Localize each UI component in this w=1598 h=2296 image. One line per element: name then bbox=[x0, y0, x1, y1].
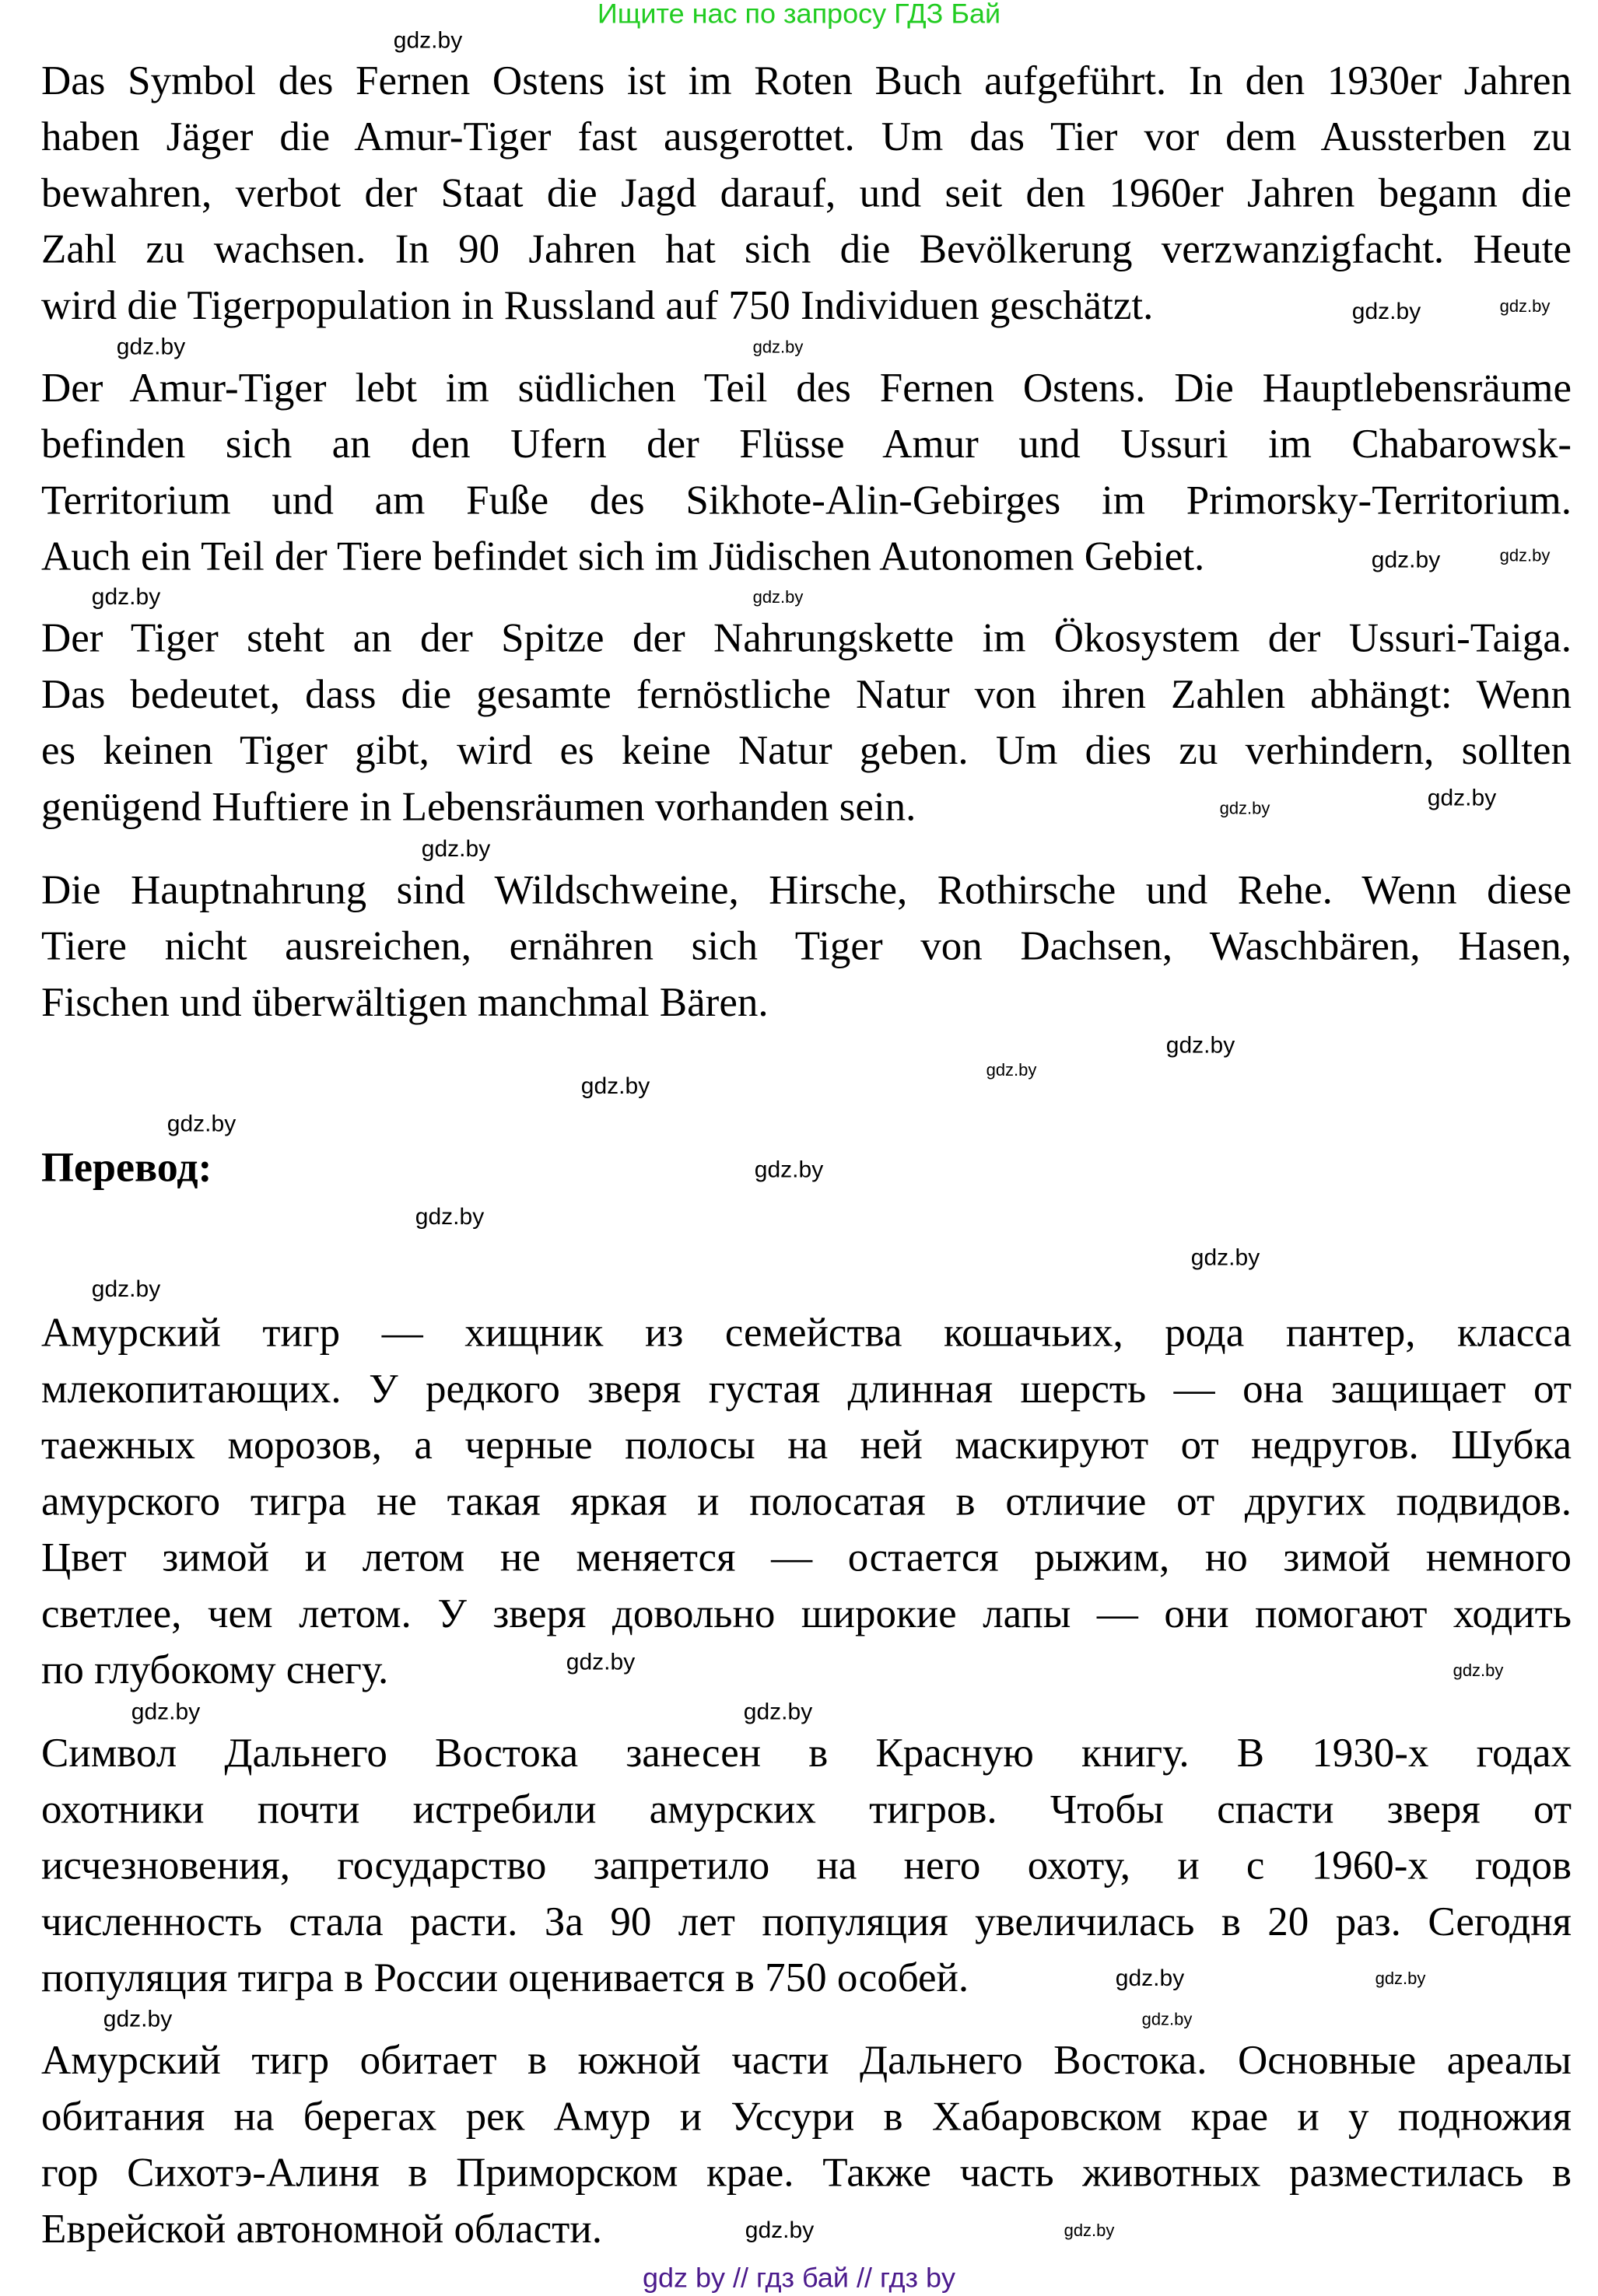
russian-paragraph-2 bbox=[41, 1726, 1572, 2007]
text-line: Territorium und am Fuße des Sikhote-Alin-Gebirges im Primorsky-Territorium. bbox=[41, 478, 1572, 523]
text-line: исчезновения, государство запретило на него охоту, и с 1960-х годов bbox=[41, 1843, 1572, 1888]
watermark: gdz.by bbox=[745, 2217, 815, 2243]
watermark: gdz.by bbox=[421, 836, 491, 862]
text-line: genügend Huftiere in Lebensräumen vorhanden sein. bbox=[41, 784, 916, 830]
russian-paragraph-1 bbox=[41, 1305, 1572, 1699]
text-line: гор Сихотэ-Алиня в Приморском крае. Также часть животных разместилась в bbox=[41, 2151, 1572, 2196]
search-hint-header: Ищите нас по запросу ГДЗ Бай bbox=[597, 0, 1001, 30]
text-line: Der Tiger steht an der Spitze der Nahrungskette im Ökosystem der Ussuri-Taiga. bbox=[41, 616, 1572, 661]
german-paragraph-1 bbox=[41, 53, 1572, 334]
watermark: gdz.by bbox=[1427, 785, 1497, 811]
watermark: gdz.by bbox=[166, 1111, 237, 1137]
text-line: по глубокому снегу. bbox=[41, 1647, 389, 1693]
watermark: gdz.by bbox=[116, 334, 186, 360]
german-paragraph-2 bbox=[41, 360, 1572, 585]
text-line: Символ Дальнего Востока занесен в Красную книгу. В 1930-х годах bbox=[41, 1731, 1572, 1776]
text-line: befinden sich an den Ufern der Flüsse Amur und Ussuri im Chabarowsk- bbox=[41, 422, 1572, 467]
translation-heading: Перевод: bbox=[41, 1144, 212, 1191]
watermark: gdz.by bbox=[1115, 1965, 1185, 1992]
watermark: gdz.by bbox=[1351, 299, 1421, 324]
text-line: bewahren, verbot der Staat die Jagd darauf, und seit den 1960er Jahren begann die bbox=[41, 170, 1572, 216]
watermark: gdz.by bbox=[393, 27, 463, 54]
text-line: светлее, чем летом. У зверя довольно широкие лапы — они помогают ходить bbox=[41, 1591, 1572, 1636]
watermark: gdz.by bbox=[1499, 296, 1551, 316]
watermark: gdz.by bbox=[1141, 2009, 1193, 2029]
text-line: Tiere nicht ausreichen, ernähren sich Tiger von Dachsen, Waschbären, Hasen, bbox=[41, 924, 1572, 969]
text-line: амурского тигра не такая яркая и полосатая в отличие от других подвидов. bbox=[41, 1479, 1572, 1524]
watermark: gdz.by bbox=[986, 1060, 1037, 1080]
footer-links[interactable]: gdz by // гдз бай // гдз by bbox=[642, 2261, 956, 2294]
text-line: Амурский тигр обитает в южной части Дальнего Востока. Основные ареалы bbox=[41, 2038, 1572, 2083]
watermark: gdz.by bbox=[1371, 547, 1441, 573]
watermark: gdz.by bbox=[752, 337, 804, 357]
german-paragraph-4 bbox=[41, 863, 1572, 1031]
german-paragraph-3 bbox=[41, 611, 1572, 835]
text-line: Fischen und überwältigen manchmal Bären. bbox=[41, 980, 769, 1025]
text-line: Zahl zu wachsen. In 90 Jahren hat sich die Bevölkerung verzwanzigfacht. Heute bbox=[41, 227, 1572, 272]
text-line: Der Amur-Tiger lebt im südlichen Teil des Fernen Ostens. Die Hauptlebensräume bbox=[41, 366, 1572, 411]
text-line: Еврейской автономной области. bbox=[41, 2207, 602, 2252]
watermark: gdz.by bbox=[103, 2006, 173, 2032]
text-line: обитания на берегах рек Амур и Уссури в Хабаровском крае и у подножия bbox=[41, 2094, 1572, 2140]
text-line: численность стала расти. За 90 лет популяция увеличилась в 20 раз. Сегодня bbox=[41, 1899, 1572, 1944]
watermark: gdz.by bbox=[131, 1699, 201, 1725]
watermark: gdz.by bbox=[1499, 545, 1551, 565]
watermark: gdz.by bbox=[1219, 798, 1270, 818]
watermark: gdz.by bbox=[743, 1699, 813, 1725]
watermark: gdz.by bbox=[1453, 1661, 1504, 1681]
text-line: охотники почти истребили амурских тигров. Чтобы спасти зверя от bbox=[41, 1787, 1572, 1832]
watermark: gdz.by bbox=[566, 1649, 636, 1675]
watermark: gdz.by bbox=[1165, 1032, 1235, 1059]
text-line: Die Hauptnahrung sind Wildschweine, Hirsche, Rothirsche und Rehe. Wenn diese bbox=[41, 867, 1572, 913]
text-line: популяция тигра в России оценивается в 750 особей. bbox=[41, 1955, 969, 2001]
text-line: Auch ein Teil der Tiere befindet sich im Jüdischen Autonomen Gebiet. bbox=[41, 534, 1205, 579]
watermark: gdz.by bbox=[580, 1073, 650, 1099]
watermark: gdz.by bbox=[91, 1276, 161, 1303]
text-line: млекопитающих. У редкого зверя густая длинная шерсть — она защищает от bbox=[41, 1367, 1572, 1412]
text-line: Das bedeutet, dass die gesamte fernöstliche Natur von ihren Zahlen abhängt: Wenn bbox=[41, 672, 1572, 717]
text-line: таежных морозов, а черные полосы на ней маскируют от недругов. Шубка bbox=[41, 1423, 1572, 1468]
watermark: gdz.by bbox=[91, 584, 161, 611]
watermark: gdz.by bbox=[1064, 2221, 1115, 2240]
watermark: gdz.by bbox=[1375, 1969, 1426, 1989]
watermark: gdz.by bbox=[415, 1204, 485, 1230]
text-line: haben Jäger die Amur-Tiger fast ausgerottet. Um das Tier vor dem Aussterben zu bbox=[41, 114, 1572, 159]
watermark: gdz.by bbox=[1190, 1244, 1260, 1271]
text-line: Амурский тигр — хищник из семейства кошачьих, рода пантер, класса bbox=[41, 1310, 1572, 1356]
watermark: gdz.by bbox=[754, 1157, 824, 1183]
text-line: es keinen Tiger gibt, wird es keine Natur geben. Um dies zu verhindern, sollten bbox=[41, 728, 1572, 773]
text-line: wird die Tigerpopulation in Russland auf 750 Individuen geschätzt. bbox=[41, 283, 1154, 328]
text-line: Das Symbol des Fernen Ostens ist im Roten Buch aufgeführt. In den 1930er Jahren bbox=[41, 58, 1572, 103]
watermark: gdz.by bbox=[752, 587, 804, 607]
text-line: Цвет зимой и летом не меняется — остается рыжим, но зимой немного bbox=[41, 1535, 1572, 1580]
